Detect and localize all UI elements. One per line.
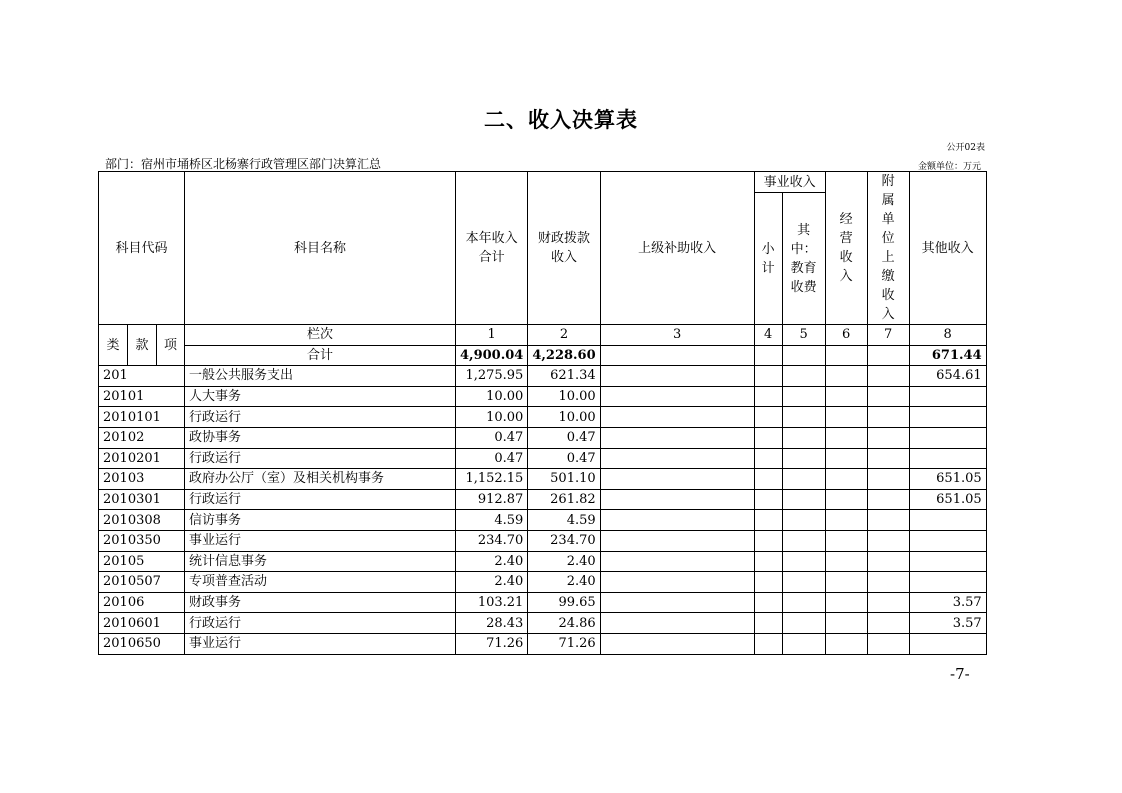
row-biz-subtotal xyxy=(754,407,782,428)
row-other xyxy=(909,551,986,572)
row-operating xyxy=(825,469,867,490)
row-code: 2010201 xyxy=(99,448,185,469)
row-total: 912.87 xyxy=(456,489,528,510)
table-row xyxy=(99,613,987,634)
income-table xyxy=(98,171,987,655)
header-upper: 上级补助收入 xyxy=(600,172,754,325)
row-biz-subtotal xyxy=(754,469,782,490)
row-upper xyxy=(600,489,754,510)
row-fiscal: 261.82 xyxy=(528,489,600,510)
row-operating xyxy=(825,407,867,428)
row-upper xyxy=(600,448,754,469)
row-total: 2.40 xyxy=(456,572,528,593)
row-upper xyxy=(600,613,754,634)
row-other xyxy=(909,386,986,407)
totals-fiscal: 4,228.60 xyxy=(528,345,600,366)
row-fiscal: 10.00 xyxy=(528,386,600,407)
row-affiliated xyxy=(867,510,909,531)
row-affiliated xyxy=(867,613,909,634)
row-total: 71.26 xyxy=(456,633,528,654)
row-other: 3.57 xyxy=(909,592,986,613)
row-name: 事业运行 xyxy=(185,633,456,654)
row-upper xyxy=(600,427,754,448)
row-total: 10.00 xyxy=(456,386,528,407)
row-other: 3.57 xyxy=(909,613,986,634)
row-name: 事业运行 xyxy=(185,530,456,551)
row-name: 政府办公厅（室）及相关机构事务 xyxy=(185,469,456,490)
row-upper xyxy=(600,469,754,490)
row-affiliated xyxy=(867,530,909,551)
row-code: 2010101 xyxy=(99,407,185,428)
col-number-2: 2 xyxy=(528,325,600,346)
row-code: 2010308 xyxy=(99,510,185,531)
amount-unit: 金额单位：万元 xyxy=(917,162,981,172)
row-affiliated xyxy=(867,366,909,387)
row-biz-subtotal xyxy=(754,366,782,387)
row-upper xyxy=(600,407,754,428)
row-code: 20105 xyxy=(99,551,185,572)
table-row xyxy=(99,551,987,572)
row-other xyxy=(909,572,986,593)
row-biz-subtotal xyxy=(754,530,782,551)
col-number-4: 4 xyxy=(754,325,782,346)
row-other xyxy=(909,510,986,531)
row-affiliated xyxy=(867,572,909,593)
table-row xyxy=(99,510,987,531)
row-name: 专项普查活动 xyxy=(185,572,456,593)
row-fiscal: 0.47 xyxy=(528,448,600,469)
row-name: 行政运行 xyxy=(185,448,456,469)
row-operating xyxy=(825,551,867,572)
row-code: 201 xyxy=(99,366,185,387)
header-biz-subtotal: 小计 xyxy=(754,193,782,325)
row-biz-edu xyxy=(782,489,825,510)
col-number-6: 6 xyxy=(825,325,867,346)
row-total: 1,275.95 xyxy=(456,366,528,387)
row-code: 2010601 xyxy=(99,613,185,634)
row-code: 2010350 xyxy=(99,530,185,551)
row-biz-subtotal xyxy=(754,592,782,613)
header-operating: 经营收入 xyxy=(825,172,867,325)
row-fiscal: 71.26 xyxy=(528,633,600,654)
row-code: 20103 xyxy=(99,469,185,490)
row-fiscal: 621.34 xyxy=(528,366,600,387)
row-total: 103.21 xyxy=(456,592,528,613)
row-total: 234.70 xyxy=(456,530,528,551)
row-operating xyxy=(825,448,867,469)
table-row xyxy=(99,592,987,613)
row-biz-subtotal xyxy=(754,551,782,572)
table-row xyxy=(99,366,987,387)
row-other: 651.05 xyxy=(909,489,986,510)
row-upper xyxy=(600,386,754,407)
col-number-8: 8 xyxy=(909,325,986,346)
row-affiliated xyxy=(867,448,909,469)
row-fiscal: 0.47 xyxy=(528,427,600,448)
row-affiliated xyxy=(867,469,909,490)
row-name: 信访事务 xyxy=(185,510,456,531)
row-other xyxy=(909,530,986,551)
row-affiliated xyxy=(867,489,909,510)
table-row xyxy=(99,448,987,469)
row-biz-edu xyxy=(782,613,825,634)
row-name: 统计信息事务 xyxy=(185,551,456,572)
header-total: 本年收入合计 xyxy=(456,172,528,325)
totals-row xyxy=(99,345,987,366)
totals-label: 合计 xyxy=(185,345,456,366)
row-name: 一般公共服务支出 xyxy=(185,366,456,387)
table-row xyxy=(99,633,987,654)
row-code: 2010507 xyxy=(99,572,185,593)
table-row xyxy=(99,407,987,428)
header-other: 其他收入 xyxy=(909,172,986,325)
row-affiliated xyxy=(867,407,909,428)
row-biz-edu xyxy=(782,510,825,531)
row-fiscal: 2.40 xyxy=(528,572,600,593)
header-fiscal: 财政拨款收入 xyxy=(528,172,600,325)
totals-total: 4,900.04 xyxy=(456,345,528,366)
table-row xyxy=(99,572,987,593)
row-biz-subtotal xyxy=(754,572,782,593)
row-operating xyxy=(825,366,867,387)
row-biz-subtotal xyxy=(754,633,782,654)
row-total: 2.40 xyxy=(456,551,528,572)
header-code: 科目代码 xyxy=(99,172,185,325)
row-total: 1,152.15 xyxy=(456,469,528,490)
row-operating xyxy=(825,592,867,613)
row-biz-subtotal xyxy=(754,386,782,407)
row-fiscal: 2.40 xyxy=(528,551,600,572)
totals-other: 671.44 xyxy=(909,345,986,366)
row-operating xyxy=(825,510,867,531)
table-row xyxy=(99,530,987,551)
table-row xyxy=(99,427,987,448)
header-lei: 类 xyxy=(99,325,128,366)
row-operating xyxy=(825,572,867,593)
row-fiscal: 4.59 xyxy=(528,510,600,531)
row-fiscal: 24.86 xyxy=(528,613,600,634)
row-affiliated xyxy=(867,551,909,572)
row-biz-edu xyxy=(782,633,825,654)
header-xiang: 项 xyxy=(157,325,185,366)
row-operating xyxy=(825,386,867,407)
header-name: 科目名称 xyxy=(185,172,456,325)
row-other xyxy=(909,633,986,654)
row-biz-edu xyxy=(782,592,825,613)
row-code: 20101 xyxy=(99,386,185,407)
row-total: 0.47 xyxy=(456,448,528,469)
row-biz-subtotal xyxy=(754,489,782,510)
row-upper xyxy=(600,633,754,654)
row-biz-edu xyxy=(782,551,825,572)
header-biz-edu: 其中：教育收费 xyxy=(782,193,825,325)
col-number-5: 5 xyxy=(782,325,825,346)
row-biz-edu xyxy=(782,530,825,551)
header-affiliated: 附属单位上缴收入 xyxy=(867,172,909,325)
header-lanci: 栏次 xyxy=(185,325,456,346)
row-operating xyxy=(825,489,867,510)
row-total: 4.59 xyxy=(456,510,528,531)
row-affiliated xyxy=(867,427,909,448)
table-row xyxy=(99,489,987,510)
row-affiliated xyxy=(867,633,909,654)
row-upper xyxy=(600,551,754,572)
row-biz-subtotal xyxy=(754,613,782,634)
row-upper xyxy=(600,510,754,531)
department-label: 部门：宿州市埇桥区北杨寨行政管理区部门决算汇总 xyxy=(105,157,382,171)
row-fiscal: 501.10 xyxy=(528,469,600,490)
row-operating xyxy=(825,613,867,634)
col-number-1: 1 xyxy=(456,325,528,346)
row-name: 行政运行 xyxy=(185,613,456,634)
col-number-3: 3 xyxy=(600,325,754,346)
row-biz-edu xyxy=(782,366,825,387)
row-affiliated xyxy=(867,386,909,407)
row-fiscal: 99.65 xyxy=(528,592,600,613)
col-number-7: 7 xyxy=(867,325,909,346)
row-affiliated xyxy=(867,592,909,613)
row-other: 654.61 xyxy=(909,366,986,387)
page-title: 二、收入决算表 xyxy=(484,108,638,132)
row-operating xyxy=(825,427,867,448)
row-biz-edu xyxy=(782,427,825,448)
row-biz-edu xyxy=(782,386,825,407)
row-fiscal: 234.70 xyxy=(528,530,600,551)
row-fiscal: 10.00 xyxy=(528,407,600,428)
row-other xyxy=(909,407,986,428)
page-number: -7- xyxy=(950,665,970,683)
row-biz-edu xyxy=(782,469,825,490)
row-operating xyxy=(825,530,867,551)
row-total: 10.00 xyxy=(456,407,528,428)
row-total: 0.47 xyxy=(456,427,528,448)
form-code: 公开02表 xyxy=(946,143,985,153)
table-row xyxy=(99,469,987,490)
header-biz-group: 事业收入 xyxy=(754,172,825,193)
table-row xyxy=(99,386,987,407)
row-operating xyxy=(825,633,867,654)
row-code: 2010301 xyxy=(99,489,185,510)
row-name: 行政运行 xyxy=(185,407,456,428)
row-biz-edu xyxy=(782,572,825,593)
row-upper xyxy=(600,572,754,593)
row-biz-subtotal xyxy=(754,448,782,469)
row-other xyxy=(909,427,986,448)
row-biz-edu xyxy=(782,407,825,428)
row-upper xyxy=(600,530,754,551)
row-biz-edu xyxy=(782,448,825,469)
row-other: 651.05 xyxy=(909,469,986,490)
row-name: 政协事务 xyxy=(185,427,456,448)
header-kuan: 款 xyxy=(128,325,157,366)
row-biz-subtotal xyxy=(754,427,782,448)
row-code: 20102 xyxy=(99,427,185,448)
row-total: 28.43 xyxy=(456,613,528,634)
row-upper xyxy=(600,366,754,387)
row-code: 2010650 xyxy=(99,633,185,654)
row-upper xyxy=(600,592,754,613)
row-other xyxy=(909,448,986,469)
row-name: 财政事务 xyxy=(185,592,456,613)
row-name: 行政运行 xyxy=(185,489,456,510)
row-name: 人大事务 xyxy=(185,386,456,407)
row-code: 20106 xyxy=(99,592,185,613)
row-biz-subtotal xyxy=(754,510,782,531)
